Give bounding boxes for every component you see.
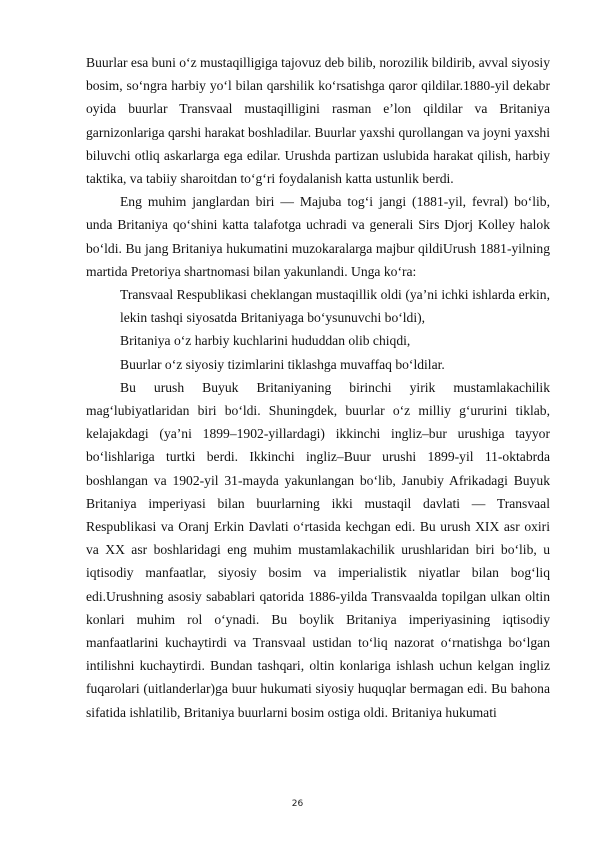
list-item-transvaal: Transvaal Respublikasi cheklangan mustaqillik oldi (ya’ni ichki ishlarda erkin, lekin tashqi siyosatda Britaniyaga bo‘ysunuvchi bo‘ldi), xyxy=(120,287,550,326)
list-item-buurlar: Buurlar o‘z siyosiy tizimlarini tiklashga muvaffaq bo‘ldilar. xyxy=(120,356,445,372)
paragraph-majuba: Eng muhim janglardan biri — Majuba tog‘i jangi (1881-yil, fevral) bo‘lib, unda Britaniya qo‘shini katta talafotga uchradi va generali Sirs Djorj Kolley halok bo‘ldi. Bu jang Britaniya hukumatini muzokaralarga majbur qildiUrush 1881-yilning martida Pretoriya shartnomasi bilan yakunlandi. Unga ko‘ra: xyxy=(86,194,550,279)
paragraph-second-war: Bu urush Buyuk Britaniyaning birinchi yirik mustamlakachilik mag‘lubiyatlaridan biri bo‘ldi. Shuningdek, buurlar o‘z milliy g‘ururini tiklab, kelajakdagi (ya’ni 1899–1902-yillardagi) ikkinchi ingliz–bur urushiga tayyor bo‘lishlariga turtki berdi. Ikkinchi ingliz–Buur urushi 1899-yil 11-oktabrda boshlangan va 1902-yil 31-mayda yakunlangan bo‘lib, Janubiy Afrikadagi Buyuk Britaniya imperiyasi bilan buurlarning ikki mustaqil davlati — Transvaal Respublikasi va Oranj Erkin Davlati o‘rtasida kechgan edi. Bu urush XIX asr oxiri va XX asr boshlaridagi eng muhim mustamlakachilik urushlaridan biri bo‘lib, u iqtisodiy manfaatlar, siyosiy bosim va imperialistik niyatlar bilan bog‘liq edi.Urushning asosiy sabablari qatorida 1886-yilda Transvaalda topilgan ulkan oltin konlari muhim rol o‘ynadi. Bu boylik Britaniya imperiyasining iqtisodiy manfaatlarini kuchaytirdi va Transvaal ustidan to‘liq nazorat o‘rnatishga bo‘lgan intilishni kuchaytirdi. Bundan tashqari, oltin konlariga ishlash uchun kelgan ingliz fuqarolari (uitlanderlar)ga buur hukumati siyosiy huquqlar bermagan edi. Bu bahona sifatida ishlatilib, Britaniya buurlarni bosim ostiga oldi. Britaniya hukumati xyxy=(86,379,550,720)
paragraph-intro: Buurlar esa buni o‘z mustaqilligiga tajovuz deb bilib, norozilik bildirib, avval siyosiy bosim, so‘ngra harbiy yo‘l bilan qarshilik ko‘rsatishga qaror qildilar.1880-yil dekabr oyida buurlar Transvaal mustaqilligini rasman e’lon qildilar va Britaniya garnizonlariga qarshi harakat boshladilar. Buurlar yaxshi qurollangan va joyni yaxshi biluvchi otliq askarlarga ega edilar. Urushda partizan uslubida harakat qilish, harbiy taktika, va tabiiy sharoitdan to‘g‘ri foydalanish katta ustunlik berdi. xyxy=(86,55,550,187)
page-number: 26 xyxy=(291,799,304,809)
list-item-britaniya: Britaniya o‘z harbiy kuchlarini hududdan olib chiqdi, xyxy=(120,333,411,349)
body-text xyxy=(86,51,550,724)
